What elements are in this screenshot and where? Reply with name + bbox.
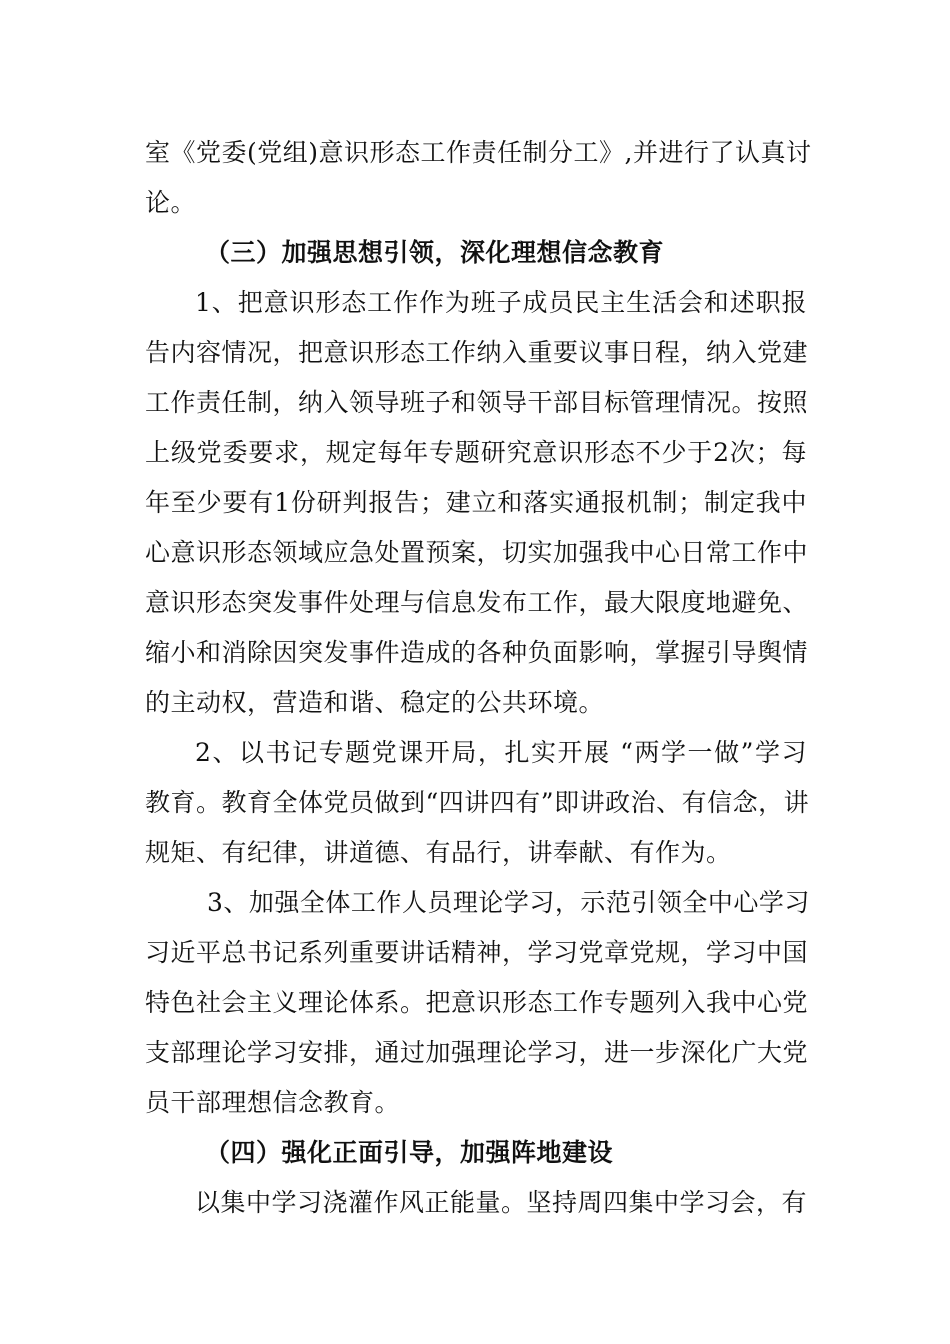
paragraph-start: 2、以书记专题党课开局，扎实开展 “两学一做”学习 (195, 738, 807, 767)
text-line: 意识形态突发事件处理与信息发布工作，最大限度地避免、 (145, 588, 809, 617)
text-line: 习近平总书记系列重要讲话精神，学习党章党规，学习中国 (145, 938, 809, 967)
text-line: 的主动权，营造和谐、稳定的公共环境。 (145, 688, 605, 717)
text-line: 特色社会主义理论体系。把意识形态工作专题列入我中心党 (145, 988, 809, 1017)
text-line: 室《党委(党组)意识形态工作责任制分工》,并进行了认真讨 (145, 138, 812, 167)
paragraph-start: 3、加强全体工作人员理论学习，示范引领全中心学习 (207, 888, 810, 917)
text-line: 心意识形态领域应急处置预案，切实加强我中心日常工作中 (145, 538, 809, 567)
text-line: 员干部理想信念教育。 (145, 1088, 401, 1117)
section-heading: （三）加强思想引领，深化理想信念教育 (205, 238, 665, 267)
text-line: 年至少要有1份研判报告；建立和落实通报机制；制定我中 (145, 488, 807, 517)
text-line: 工作责任制，纳入领导班子和领导干部目标管理情况。按照 (145, 388, 809, 417)
paragraph-start: 1、把意识形态工作作为班子成员民主生活会和述职报 (195, 288, 807, 317)
text-line: 缩小和消除因突发事件造成的各种负面影响，掌握引导舆情 (145, 638, 809, 667)
text-line: 上级党委要求，规定每年专题研究意识形态不少于2次；每 (145, 438, 807, 467)
text-line: 论。 (145, 188, 197, 217)
text-line: 教育。教育全体党员做到“四讲四有”即讲政治、有信念，讲 (145, 788, 810, 817)
paragraph-start: 以集中学习浇灌作风正能量。坚持周四集中学习会，有 (195, 1188, 808, 1217)
text-line: 支部理论学习安排，通过加强理论学习，进一步深化广大党 (145, 1038, 809, 1067)
text-line: 规矩、有纪律，讲道德、有品行，讲奉献、有作为。 (145, 838, 732, 867)
text-line: 告内容情况，把意识形态工作纳入重要议事日程，纳入党建 (145, 338, 809, 367)
section-heading: （四）强化正面引导，加强阵地建设 (205, 1138, 614, 1167)
document-page (145, 128, 812, 1228)
